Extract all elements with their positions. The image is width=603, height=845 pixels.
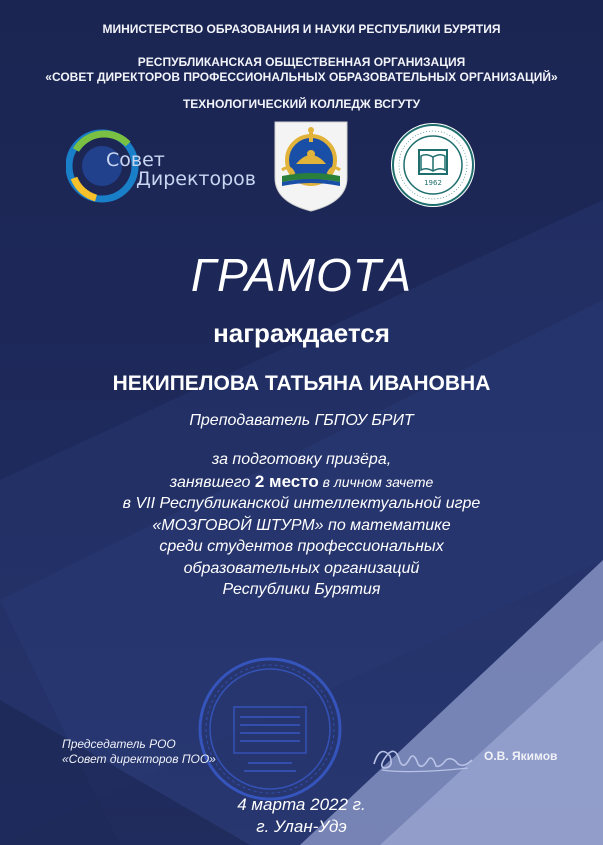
- college-emblem-icon: [390, 122, 476, 208]
- sovet-direktorov-logo: [66, 128, 256, 208]
- organization-heading-line1: РЕСПУБЛИКАНСКАЯ ОБЩЕСТВЕННАЯ ОРГАНИЗАЦИЯ: [137, 55, 466, 69]
- official-stamp-icon: [196, 655, 344, 803]
- sovet-logo-line1: Совет: [106, 149, 165, 171]
- recipient-name: НЕКИПЕЛОВА ТАТЬЯНА ИВАНОВНА: [112, 372, 491, 395]
- sovet-logo-line2: Директоров: [136, 168, 256, 190]
- description-line-4: «МОЗГОВОЙ ШТУРМ» по математике: [152, 516, 451, 534]
- certificate-title: ГРАМОТА: [190, 249, 413, 301]
- handwritten-signature-icon: [370, 738, 476, 778]
- chairman-title-line2: «Совет директоров ПОО»: [62, 752, 216, 766]
- place-highlight: 2 место: [254, 471, 319, 491]
- award-description: [0, 449, 603, 601]
- description-line-6: образовательных организаций: [183, 559, 420, 577]
- chairman-title: [62, 737, 216, 767]
- signer-name: О.В. Якимов: [484, 749, 558, 763]
- description-line-1: за подготовку призёра,: [211, 451, 392, 468]
- ministry-heading: МИНИСТЕРСТВО ОБРАЗОВАНИЯ И НАУКИ РЕСПУБЛИКИ БУРЯТИЯ: [102, 22, 501, 36]
- recipient-position: Преподаватель ГБПОУ БРИТ: [189, 412, 414, 429]
- awarded-label: награждается: [213, 318, 390, 348]
- college-emblem-year: 1962: [424, 179, 442, 187]
- college-heading: ТЕХНОЛОГИЧЕСКИЙ КОЛЛЕДЖ ВСГУТУ: [182, 97, 421, 111]
- organization-heading-line2: «СОВЕТ ДИРЕКТОРОВ ПРОФЕССИОНАЛЬНЫХ ОБРАЗОВАТЕЛЬНЫХ ОРГАНИЗАЦИЙ»: [45, 70, 558, 84]
- issue-city: г. Улан-Удэ: [256, 817, 347, 836]
- description-line-2-prefix: занявшего: [169, 473, 255, 491]
- issue-date: 4 марта 2022 г.: [237, 795, 366, 814]
- description-line-3: в VII Республиканской интеллектуальной игре: [122, 495, 481, 512]
- description-line-7: Республики Бурятия: [222, 581, 381, 598]
- description-line-5: среди студентов профессиональных: [159, 538, 444, 555]
- issue-date-block: [0, 794, 603, 838]
- chairman-title-line1: Председатель РОО: [62, 737, 176, 751]
- buryatia-coat-of-arms-icon: [272, 118, 350, 214]
- description-line-2-suffix: в личном зачете: [318, 473, 434, 490]
- description-line-2: [0, 471, 603, 494]
